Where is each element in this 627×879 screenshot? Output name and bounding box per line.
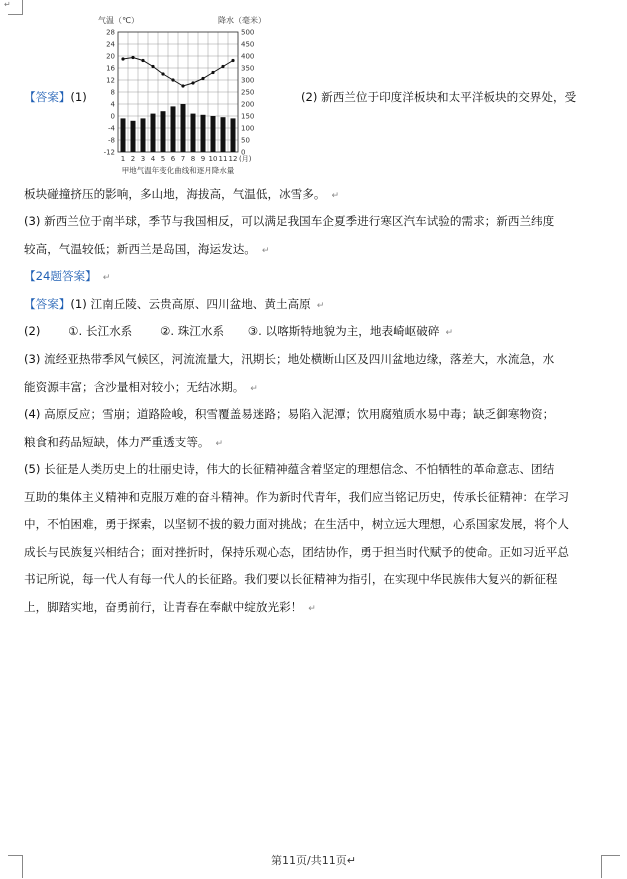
x-tick-label: 1 [120, 155, 126, 163]
q24-heading: 【24题答案】 ↵ [24, 269, 111, 283]
precip-bar [141, 118, 146, 152]
q24-part2: (2) ①. 长江水系 ②. 珠江水系 ③. 以喀斯特地貌为主，地表崎岖破碎 ↵ [24, 324, 453, 338]
right-tick-label: 200 [241, 100, 255, 109]
q24-part5-line3: 中，不怕困难，勇于探索，以坚韧不拔的毅力面对挑战；在生活中，树立远大理想，心系国家发展，将个人 [24, 517, 569, 531]
left-tick-label: 4 [110, 100, 115, 109]
x-axis-unit: (月) [239, 155, 252, 163]
x-tick-label: 7 [180, 155, 186, 163]
q23-part3-line2: 较高，气温较低；新西兰是岛国，海运发达。 ↵ [24, 242, 270, 256]
x-tick-label: 9 [200, 155, 206, 163]
left-tick-label: -4 [108, 124, 115, 133]
left-tick-label: 12 [106, 76, 115, 85]
precip-bar [161, 111, 166, 152]
precip-bar [171, 106, 176, 152]
precip-bar [221, 117, 226, 152]
x-tick-label: 3 [140, 155, 146, 163]
q24-part3-line2: 能资源丰富；含沙量相对较小；无结冰期。 ↵ [24, 380, 258, 394]
right-tick-label: 500 [241, 28, 255, 37]
temperature-point [221, 65, 224, 68]
chart-title: 甲地气温年变化曲线和逐月降水量 [121, 166, 235, 175]
q24-part4-line2: 粮食和药品短缺，体力严重透支等。 ↵ [24, 435, 224, 449]
answer-line-1 [24, 89, 87, 105]
right-tick-label: 300 [241, 76, 255, 85]
x-tick-label: 10 [208, 155, 218, 163]
q24-part5-line2: 互助的集体主义精神和克服万难的奋斗精神。作为新时代青年，我们应当铭记历史，传承长征精神：在学习 [24, 490, 569, 504]
temperature-point [181, 84, 184, 87]
right-tick-label: 0 [241, 148, 246, 157]
q24-part5-line5: 书记所说，每一代人有每一代人的长征路。我们要以长征精神为指引，在实现中华民族伟大复兴的新征程 [24, 572, 558, 586]
q23-part2-line2: 板块碰撞挤压的影响，多山地，海拔高，气温低，冰雪多。 ↵ [24, 187, 339, 201]
left-tick-label: 24 [106, 40, 115, 49]
temperature-point [151, 65, 154, 68]
x-tick-label: 5 [160, 155, 166, 163]
q23-part3-line1: (3) 新西兰位于南半球，季节与我国相反，可以满足我国车企夏季进行寒区汽车试验的需求；新西兰纬度 [24, 214, 555, 228]
left-axis-title: 气温（℃） [98, 16, 139, 25]
precip-bar [181, 104, 186, 152]
precip-bar [121, 118, 126, 152]
temperature-point [191, 81, 194, 84]
temperature-point [161, 72, 164, 75]
right-tick-label: 50 [241, 136, 250, 145]
left-tick-label: 20 [106, 52, 115, 61]
x-tick-label: 2 [130, 155, 136, 163]
answer-label: 【答案】 [24, 90, 71, 104]
precip-bar [131, 121, 136, 152]
precip-bar [211, 116, 216, 152]
left-tick-label: 8 [110, 88, 115, 97]
temperature-point [171, 78, 174, 81]
q24-part5-line4: 成长与民族复兴相结合；面对挫折时，保持乐观心态，团结协作，勇于担当时代赋予的使命。正如习近平总 [24, 545, 569, 559]
precip-bar [151, 114, 156, 152]
answer-part-1-number: (1) [70, 90, 87, 104]
temperature-point [231, 59, 234, 62]
left-tick-label: 0 [110, 112, 115, 121]
right-tick-label: 450 [241, 40, 255, 49]
temperature-point [141, 59, 144, 62]
right-tick-label: 150 [241, 112, 255, 121]
q23-part2-line1: (2) 新西兰位于印度洋板块和太平洋板块的交界处，受 [301, 90, 577, 104]
paragraph-mark: ↵ [4, 0, 11, 9]
x-tick-label: 8 [190, 155, 196, 163]
left-tick-label: 28 [106, 28, 115, 37]
q24-part1: 【答案】(1) 江南丘陵、云贵高原、四川盆地、黄土高原 ↵ [24, 297, 325, 311]
right-tick-label: 100 [241, 124, 255, 133]
temperature-point [121, 57, 124, 60]
right-tick-label: 400 [241, 52, 255, 61]
q24-part5-line1: (5) 长征是人类历史上的壮丽史诗，伟大的长征精神蕴含着坚定的理想信念、不怕牺牲的革命意志、团结 [24, 462, 555, 476]
page-footer: 第11页/共11页↵ [271, 854, 356, 867]
temperature-point [201, 77, 204, 80]
x-tick-label: 11 [218, 155, 228, 163]
left-tick-label: -12 [103, 148, 115, 157]
precip-bar [231, 118, 236, 152]
x-tick-label: 6 [170, 155, 176, 163]
q24-part4-line1: (4) 高原反应；雪崩；道路险峻，积雪覆盖易迷路；易陷入泥潭；饮用腐殖质水易中毒；缺乏御寒物资； [24, 407, 555, 421]
q24-part3-line1: (3) 流经亚热带季风气候区，河流流量大，汛期长；地处横断山区及四川盆地边缘，落差大，水流急，水 [24, 352, 555, 366]
right-axis-title: 降水（毫米） [218, 16, 266, 25]
temperature-point [211, 71, 214, 74]
x-tick-label: 12 [228, 155, 238, 163]
left-tick-label: -8 [108, 136, 115, 145]
q24-part5-line6: 上，脚踏实地，奋勇前行，让青春在奉献中绽放光彩！ ↵ [24, 600, 316, 614]
temperature-point [131, 56, 134, 59]
precip-bar [191, 114, 196, 152]
page-corner-top-left [8, 0, 23, 15]
precip-bar [201, 115, 206, 152]
left-tick-label: 16 [106, 64, 115, 73]
right-tick-label: 350 [241, 64, 255, 73]
right-tick-label: 250 [241, 88, 255, 97]
x-tick-label: 4 [150, 155, 156, 163]
climate-chart [96, 14, 276, 180]
